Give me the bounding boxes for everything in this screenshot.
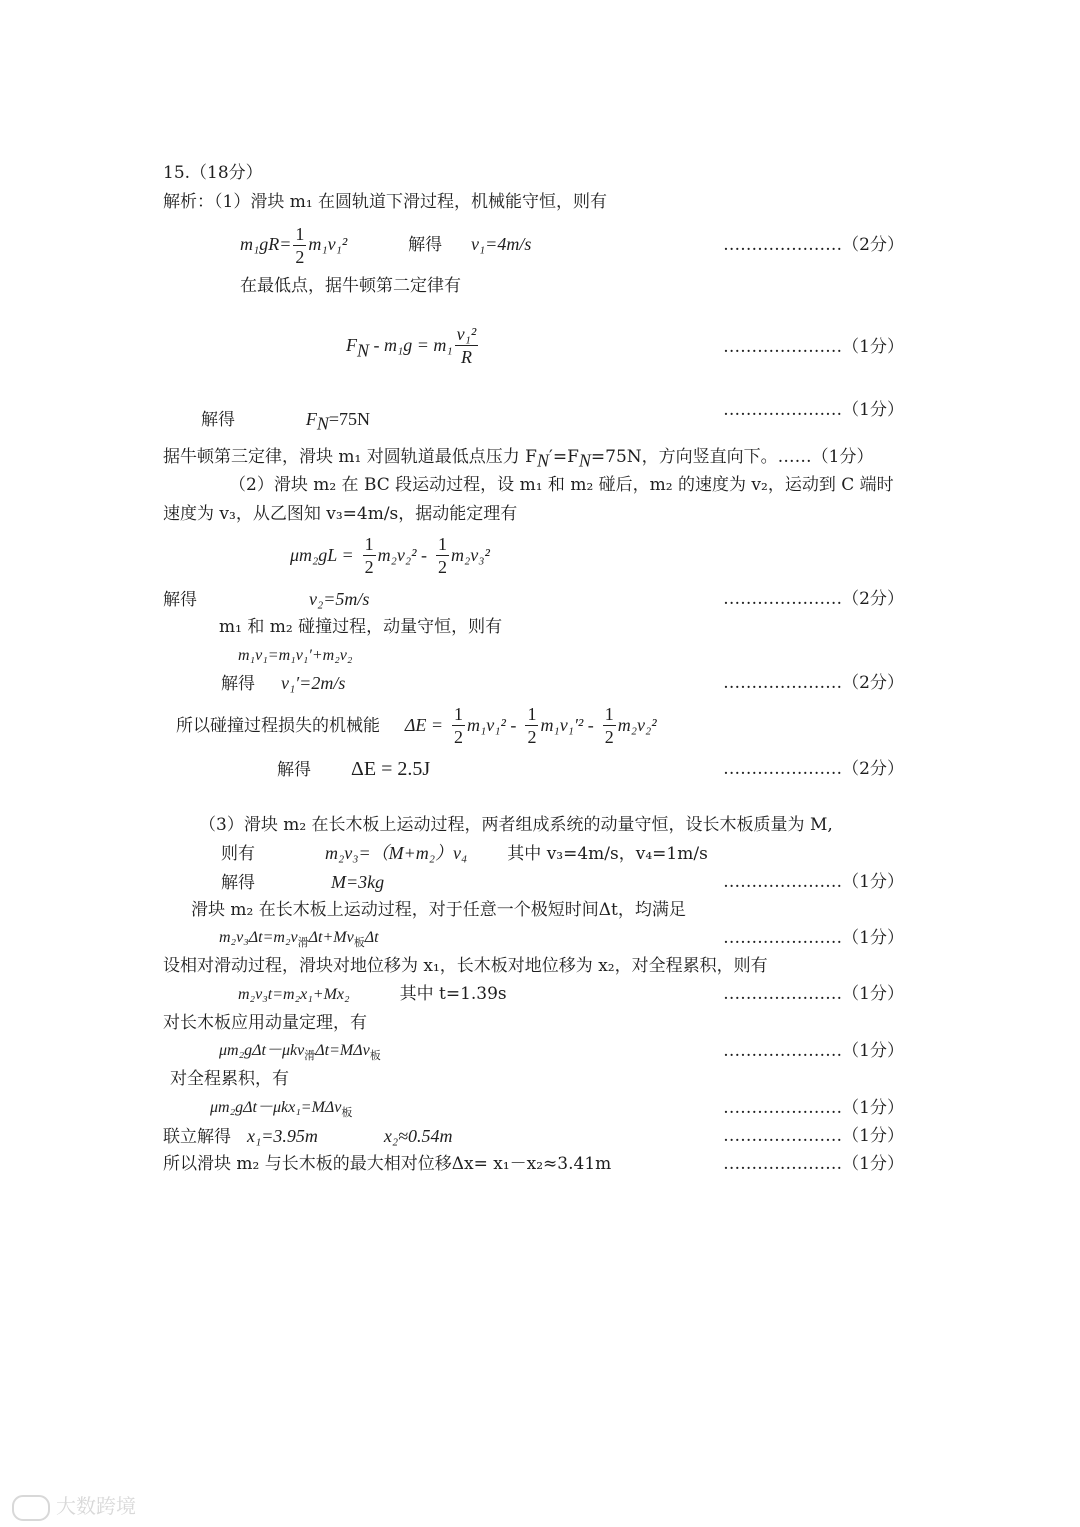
part2-intro-cont: 速度为 v₃，从乙图知 v₃=4m/s，据动能定理有 xyxy=(163,504,518,524)
part3-mass-row: 解得 M=3kg xyxy=(221,872,385,893)
board-accumulated-equation: μm₂gΔt－μkx₁=MΔv$_板$ xyxy=(210,1099,353,1120)
part2-v2-row: 解得 v₂=5m/s xyxy=(163,589,370,610)
equation-work-energy: μm₂gL = $\frac{1}{2}$ m₂v₂² - $\frac{1}{2}$ m₂v₃² xyxy=(290,533,490,577)
score-8: …………………（1分） xyxy=(723,928,904,948)
score-13: …………………（1分） xyxy=(723,1154,904,1174)
part3-displacement: 设相对滑动过程，滑块对地位移为 x₁，长木板对地位移为 x₂，对全程累积，则有 xyxy=(163,956,768,976)
equation-newton2: $F_N - m_1g = m_1$ $\frac{\text{v₁²}}{R}$ xyxy=(346,323,477,367)
score-10: …………………（1分） xyxy=(723,1041,904,1061)
eq1-fraction: $\frac{1}{2}$ xyxy=(295,224,305,267)
score-6: …………………（2分） xyxy=(723,759,904,779)
score-12: …………………（1分） xyxy=(723,1126,904,1146)
watermark-text: 大数跨境 xyxy=(56,1494,136,1518)
part1-newton2: 在最低点，据牛顿第二定律有 xyxy=(240,276,461,296)
impulse-equation: $m_2v_3\Delta t=m_2v_滑\Delta t+Mv_板\Delta t$ xyxy=(219,929,379,950)
score-1: …………………（2分） xyxy=(723,235,904,255)
score-2: …………………（1分） xyxy=(723,337,904,357)
final-answer: 所以滑块 m₂ 与长木板的最大相对位移Δx= x₁－x₂≈3.41m xyxy=(163,1154,612,1174)
watermark-logo xyxy=(12,1490,136,1521)
score-4: …………………（2分） xyxy=(723,589,904,609)
eq1-result: v₁=4m/s xyxy=(470,234,532,254)
part2-v1prime-row: 解得 v₁′=2m/s xyxy=(221,673,346,694)
energy-loss-row: 所以碰撞过程损失的机械能 ΔE = $\frac{1}{2}$ m₁v₁² - $\frac{1}{2}$ m₁v₁′² - $\frac{1}{2}$ m₂v₂² xyxy=(176,703,657,747)
delta-e-row: 解得 ΔE = 2.5J xyxy=(277,758,431,780)
part1-newton3: 据牛顿第三定律，滑块 m₁ 对圆轨道最低点压力 $F_N'=F_N=75N$，方向竖直向下。……（1分） xyxy=(163,447,874,471)
score-11: …………………（1分） xyxy=(723,1098,904,1118)
logo-icon xyxy=(12,1495,50,1521)
accumulated-row: m₂v₃t=m₂x₁+Mx₂ 其中 t=1.39s xyxy=(238,984,507,1004)
part1-intro: 解析：（1）滑块 m₁ 在圆轨道下滑过程，机械能守恒，则有 xyxy=(163,192,608,212)
equation-energy-conservation xyxy=(240,222,531,268)
part1-result-row: 解得 $F_N=75N$ xyxy=(201,409,370,434)
part3-momentum-row: 则有 m₂v₃=（M+m₂）v₄ 其中 v₃=4m/s，v₄=1m/s xyxy=(221,843,708,864)
question-header: 15.（18分） xyxy=(163,163,263,183)
part3-board-theorem: 对长木板应用动量定理，有 xyxy=(163,1013,367,1033)
board-impulse-equation: μm₂gΔt－μkv$_滑$Δt=MΔv$_板$ xyxy=(219,1042,381,1063)
eq1-rhs: m₁v₁² xyxy=(308,234,348,254)
momentum-equation: m₁v₁=m₁v₁′+m₂v₂ xyxy=(238,647,353,664)
part3-accumulate: 对全程累积，有 xyxy=(170,1069,289,1089)
eq1-lhs: m₁gR= xyxy=(240,234,292,254)
eq1-solve-label: 解得 xyxy=(408,235,443,255)
score-9: …………………（1分） xyxy=(723,984,904,1004)
score-3: …………………（1分） xyxy=(723,400,904,420)
fn-symbol: F xyxy=(305,409,317,429)
score-5: …………………（2分） xyxy=(723,673,904,693)
part3-intro: （3）滑块 m₂ 在长木板上运动过程，两者组成系统的动量守恒，设长木板质量为 M, xyxy=(199,815,833,835)
eq2-fraction: $\frac{\text{v₁²}}{R}$ xyxy=(456,323,477,367)
part2-intro: （2）滑块 m₂ 在 BC 段运动过程，设 m₁ 和 m₂ 碰后，m₂ 的速度为 v₂，运动到 C 端时 xyxy=(229,475,894,495)
part2-collision: m₁ 和 m₂ 碰撞过程，动量守恒，则有 xyxy=(219,617,503,637)
solve-label: 解得 xyxy=(201,410,235,430)
final-solve-row: 联立解得 x₁=3.95m x₂≈0.54m xyxy=(163,1126,453,1147)
part3-short-time: 滑块 m₂ 在长木板上运动过程，对于任意一个极短时间Δt，均满足 xyxy=(191,900,686,920)
fn-result: =75N xyxy=(328,409,370,429)
score-7: …………………（1分） xyxy=(723,872,904,892)
